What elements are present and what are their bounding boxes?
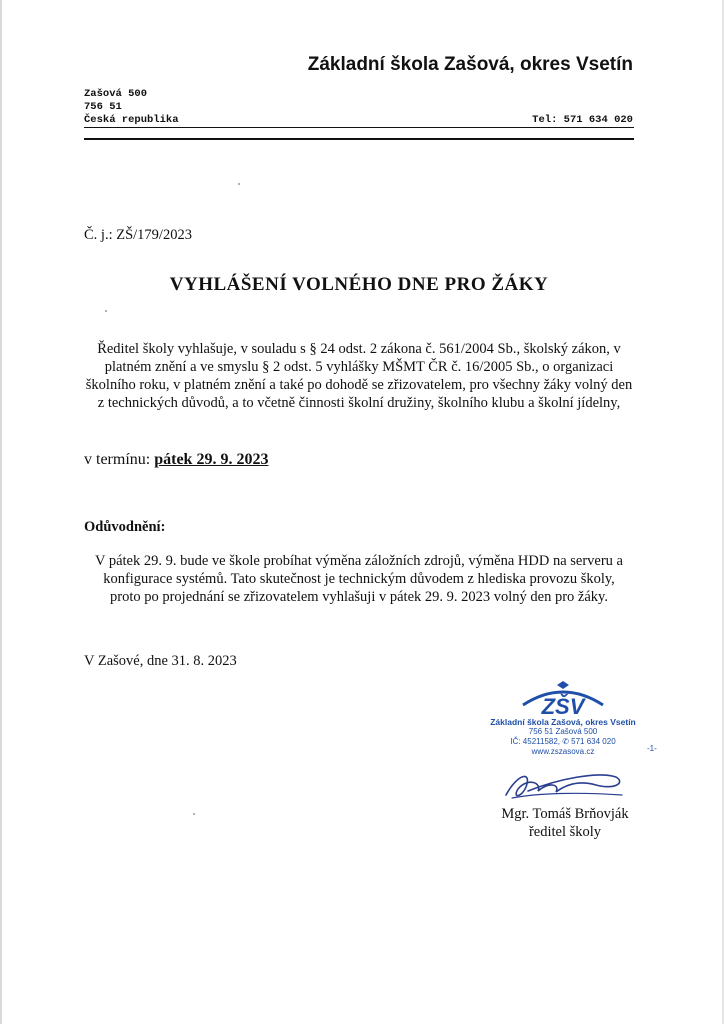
term-line [84,451,268,469]
address-line-postcode: 756 51 [84,101,122,113]
stamp-logo-text: ZŠV [541,694,585,717]
place-and-date: V Zašové, dne 31. 8. 2023 [84,653,237,669]
stamp-ids: IČ: 45211582, ✆ 571 634 020 [510,737,616,746]
address-line-street: Zašová 500 [84,88,148,100]
school-address [84,88,179,127]
address-line-country: Česká republika [84,114,179,126]
signature-icon [498,765,638,805]
stamp-school-name: Základní škola Zašová, okres Vsetín [490,717,636,727]
scan-speck [238,183,240,185]
term-label: v termínu: [84,451,151,468]
school-stamp [478,681,648,757]
announcement-line: platném znění a ve smyslu § 2 odst. 5 vyhlášky MŠMT ČR č. 16/2005 Sb., o organizaci [104,359,614,375]
scan-edge-left [0,0,2,1024]
school-phone: Tel: 571 634 020 [532,114,633,126]
justification-heading: Odůvodnění: [84,519,166,535]
scan-speck [105,310,107,312]
school-name-heading: Základní škola Zašová, okres Vsetín [307,54,633,75]
signer-name: Mgr. Tomáš Brňovják [501,806,629,822]
announcement-line: školního roku, v platném znění a také po dohodě se zřizovatelem, pro všechny žáky volný den [85,377,633,393]
reference-number: Č. j.: ZŠ/179/2023 [84,227,192,243]
announcement-line: Ředitel školy vyhlašuje, v souladu s § 24 odst. 2 zákona č. 561/2004 Sb., školský zákon, v [97,341,621,357]
justification-line: konfigurace systémů. Tato skutečnost je technickým důvodem z hlediska provozu školy, [103,571,615,587]
announcement-paragraph [84,340,634,412]
stamp-address: 756 51 Zašová 500 [528,727,598,736]
term-date: pátek 29. 9. 2023 [154,451,269,468]
stamp-website: www.zszasova.cz [531,747,595,756]
letterhead-rule-thin [84,127,634,128]
signer-role: ředitel školy [528,824,602,840]
justification-line: V pátek 29. 9. bude ve škole probíhat výměna záložních zdrojů, výměna HDD na serveru a [94,553,623,569]
document-title: VYHLÁŠENÍ VOLNÉHO DNE PRO ŽÁKY [169,274,549,295]
signer-block [470,805,660,841]
announcement-line: z technických důvodů, a to včetně činnosti školní družiny, školního klubu a školní jídelny, [97,395,621,411]
letterhead-rule-thick [84,138,634,140]
scan-speck [193,813,195,815]
justification-paragraph [84,552,634,606]
justification-line: proto po projednání se zřizovatelem vyhlašuji v pátek 29. 9. 2023 volný den pro žáky. [110,589,608,605]
school-logo-icon [517,681,609,717]
page-number: -1- [647,744,657,753]
